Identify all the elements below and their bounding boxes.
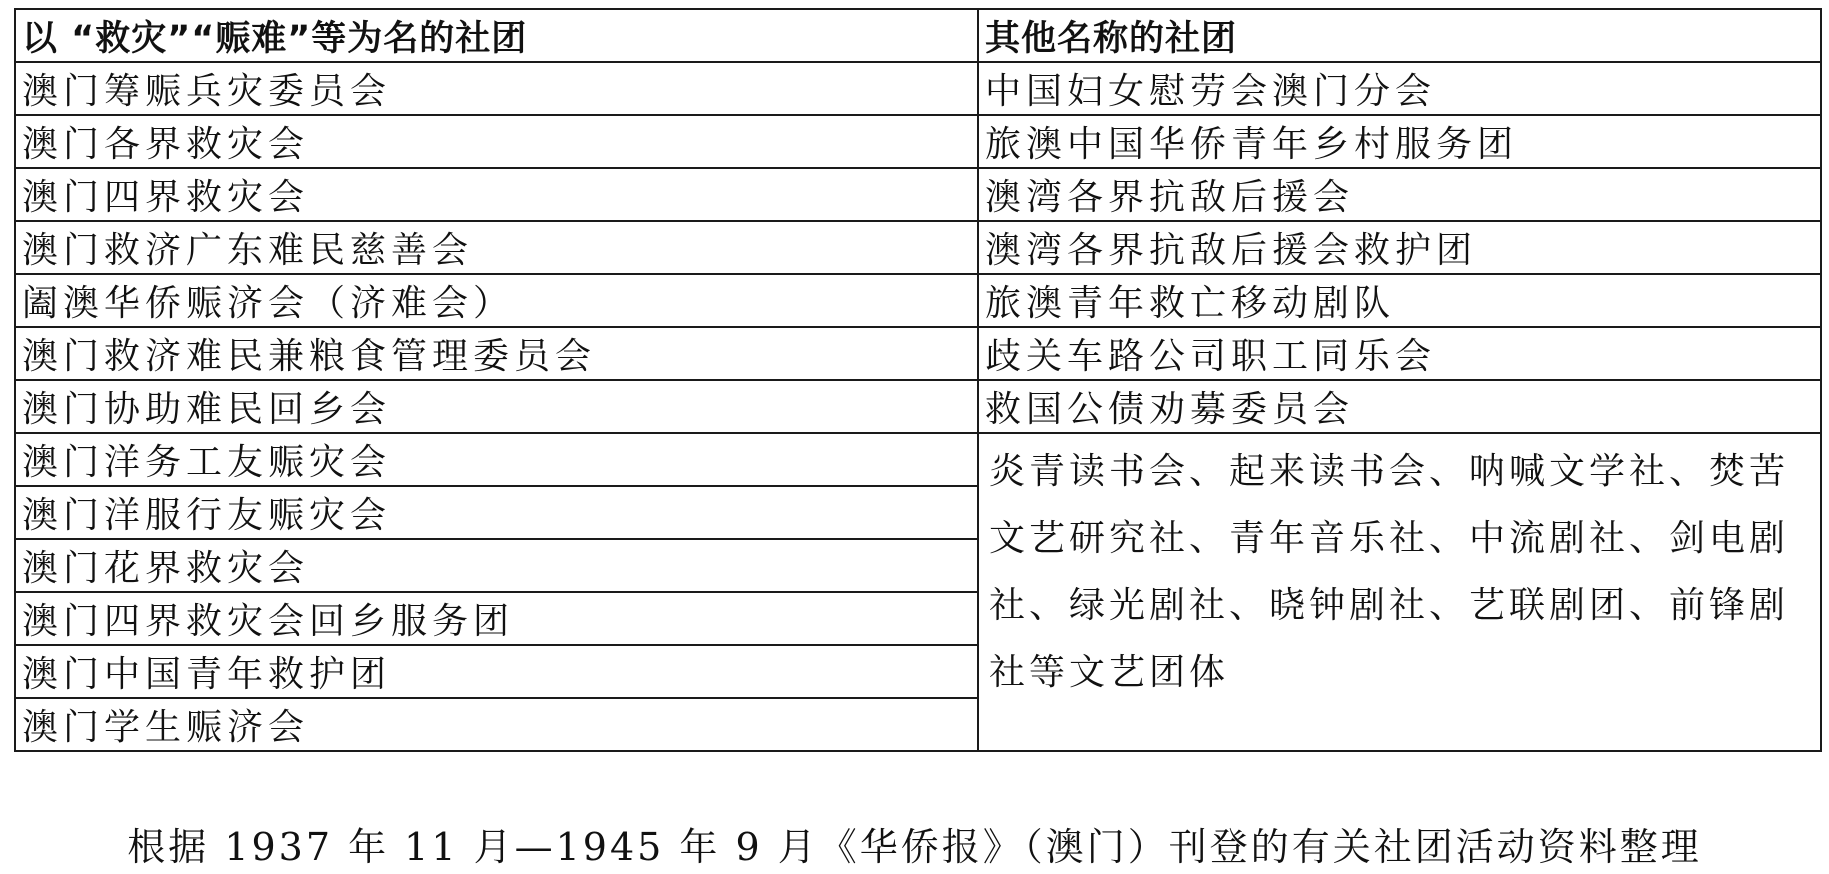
left-cell: 澳门筹赈兵灾委员会 xyxy=(15,62,978,115)
table-row xyxy=(15,380,1821,433)
left-cell: 澳门四界救灾会回乡服务团 xyxy=(15,592,978,645)
table-row xyxy=(15,115,1821,168)
table-row xyxy=(15,221,1821,274)
right-cell: 旅澳青年救亡移动剧队 xyxy=(978,274,1821,327)
left-cell: 澳门救济难民兼粮食管理委员会 xyxy=(15,327,978,380)
left-cell: 澳门花界救灾会 xyxy=(15,539,978,592)
left-cell: 澳门四界救灾会 xyxy=(15,168,978,221)
table-caption: 根据 1937 年 11 月—1945 年 9 月《华侨报》（澳门）刊登的有关社团活动资料整理 xyxy=(127,825,1702,869)
header-other-named: 其他名称的社团 xyxy=(978,9,1821,62)
left-cell: 澳门中国青年救护团 xyxy=(15,645,978,698)
right-cell: 澳湾各界抗敌后援会救护团 xyxy=(978,221,1821,274)
table-header-row xyxy=(15,9,1821,62)
table-row xyxy=(15,274,1821,327)
right-cell: 中国妇女慰劳会澳门分会 xyxy=(978,62,1821,115)
left-cell: 澳门救济广东难民慈善会 xyxy=(15,221,978,274)
left-cell: 澳门学生赈济会 xyxy=(15,698,978,751)
right-cell: 救国公债劝募委员会 xyxy=(978,380,1821,433)
right-cell: 歧关车路公司职工同乐会 xyxy=(978,327,1821,380)
right-cell: 旅澳中国华侨青年乡村服务团 xyxy=(978,115,1821,168)
table-row xyxy=(15,327,1821,380)
right-cell: 澳湾各界抗敌后援会 xyxy=(978,168,1821,221)
table-row xyxy=(15,168,1821,221)
associations-table xyxy=(14,8,1822,752)
associations-table-container xyxy=(14,8,1820,752)
left-cell: 澳门协助难民回乡会 xyxy=(15,380,978,433)
right-merged-cell: 炎青读书会、起来读书会、呐喊文学社、焚苦文艺研究社、青年音乐社、中流剧社、剑电剧社、绿光剧社、晓钟剧社、艺联剧团、前锋剧社等文艺团体 xyxy=(978,433,1821,751)
header-relief-named: 以 “救灾”“赈难”等为名的社团 xyxy=(15,9,978,62)
table-row xyxy=(15,433,1821,486)
left-cell: 澳门洋务工友赈灾会 xyxy=(15,433,978,486)
table-row xyxy=(15,62,1821,115)
left-cell: 澳门洋服行友赈灾会 xyxy=(15,486,978,539)
left-cell: 阖澳华侨赈济会（济难会） xyxy=(15,274,978,327)
left-cell: 澳门各界救灾会 xyxy=(15,115,978,168)
